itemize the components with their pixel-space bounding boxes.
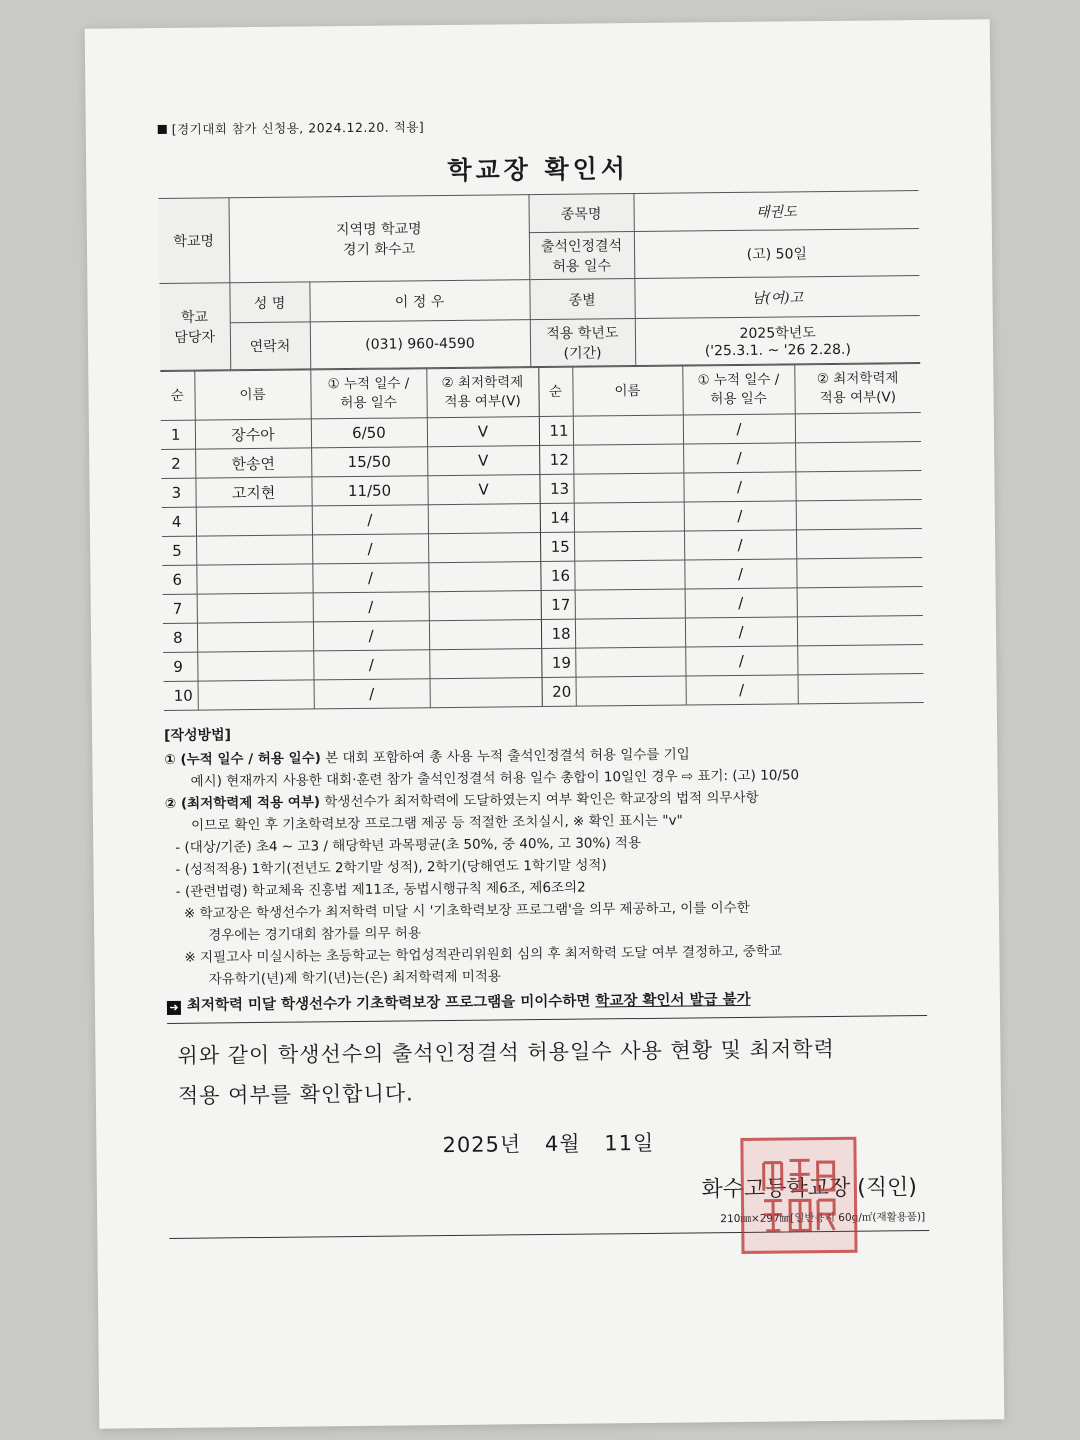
document-content: [158, 112, 930, 1239]
row-days: /: [313, 592, 429, 622]
school-info-table: [158, 190, 920, 371]
row-check-2: [797, 674, 923, 704]
square-bullet-icon: [158, 125, 167, 134]
seal-label: (직인): [857, 1175, 918, 1201]
row-check-2: [797, 587, 923, 617]
manager-label-2: 담당자: [174, 329, 216, 346]
year-value-1: 2025학년도: [739, 325, 816, 342]
row-days: 6/50: [311, 418, 427, 448]
row-days-2: /: [684, 530, 796, 560]
row-name-2: [574, 531, 684, 561]
row-check: [428, 504, 540, 534]
row-name: 한송연: [195, 448, 311, 478]
row-name: [197, 593, 313, 623]
row-name: [197, 622, 313, 652]
row-no-2: 20: [542, 677, 576, 706]
row-no-2: 14: [540, 503, 574, 532]
manager-name-value: 이 정 우: [309, 280, 529, 322]
signer-name: 화수고등학교장: [701, 1175, 851, 1203]
row-name-2: [574, 560, 684, 590]
form-tag: [158, 112, 918, 138]
header-min-b-2: 적용 여부(V): [819, 389, 897, 407]
row-name-2: [574, 502, 684, 532]
year-value: [635, 316, 920, 366]
row-days: /: [313, 621, 429, 651]
row-name-2: [573, 473, 683, 503]
row-check: V: [427, 417, 539, 447]
row-days-2: /: [685, 588, 797, 618]
row-name-2: [576, 676, 686, 706]
row-no-2: 11: [539, 416, 573, 445]
school-value-line2: 경기 화수고: [342, 241, 416, 259]
row-name: 장수아: [195, 419, 311, 449]
instructions-section: [164, 717, 927, 1024]
header-no-2: 순: [538, 367, 573, 416]
confirmation-line-2: 적용 여부를 확인합니다.: [177, 1081, 414, 1108]
manager-contact-label: 연락처: [230, 322, 310, 370]
allowed-days-label: [529, 232, 634, 280]
form-tag-text: [경기대회 참가 신청용, 2024.12.20. 적용]: [171, 119, 425, 137]
header-min-2: 적용 여부(V): [444, 393, 521, 411]
row-check-2: [796, 529, 922, 559]
header-min-b: [794, 364, 921, 414]
row-no: 1: [161, 420, 195, 449]
header-days-1: ① 누적 일수 /: [327, 375, 410, 393]
instruction-note-2-line2: 자유학기(년)제 학기(년)는(은) 최저학력제 미적용: [208, 968, 501, 988]
row-days: /: [312, 505, 428, 535]
row-name: [196, 506, 312, 536]
allowed-days-value: (고) 50일: [634, 229, 919, 279]
row-days: /: [312, 534, 428, 564]
instructions-heading: [작성방법]: [164, 727, 232, 744]
confirmation-line-1: 위와 같이 학생선수의 출석인정결석 허용일수 사용 현황 및 최저학력: [177, 1036, 835, 1068]
instruction-item-2-text: 학생선수가 최저학력에 도달하였는지 여부 확인은 학교장의 법적 의무사항: [319, 789, 759, 811]
date-year: 2025년: [442, 1132, 522, 1158]
row-no-2: 16: [540, 561, 574, 590]
row-check: [428, 562, 540, 592]
row-no: 9: [163, 652, 197, 681]
manager-name-label: 성 명: [229, 282, 309, 323]
year-label: [530, 319, 635, 367]
row-days-2: /: [684, 501, 796, 531]
instruction-note-2-line1: ※ 지필고사 미실시하는 초등학교는 학업성적관리위원회 심의 후 최저학력 도달 여부 결정하고, 중학교: [184, 943, 782, 966]
header-days-b: [682, 365, 795, 415]
allowed-days-label-2: 허용 일수: [552, 258, 612, 275]
year-label-1: 적용 학년도: [546, 325, 619, 342]
instruction-item-1-example: 예시) 현재까지 사용한 대회·훈련 참가 출석인정결석 허용 일수 총합이 10일인 경우 ⇨ 표기: (고) 10/50: [190, 767, 800, 790]
row-no: 6: [162, 565, 196, 594]
confirmation-statement: [167, 1028, 928, 1116]
allowed-days-label-1: 출석인정결석: [540, 238, 623, 256]
instruction-note-1-line1: ※ 학교장은 학생선수가 최저학력 미달 시 '기초학력보장 프로그램'을 의무 제공하고, 이를 이수한: [183, 899, 750, 922]
row-days-2: /: [686, 675, 798, 705]
instruction-item-1-text: 본 대회 포함하여 총 사용 누적 출석인정결석 허용 일수를 기입: [320, 746, 690, 767]
manager-label-1: 학교: [180, 309, 209, 326]
row-no-2: 18: [541, 619, 575, 648]
final-notice: [167, 987, 927, 1024]
header-days: [310, 369, 427, 419]
official-seal-stamp: [740, 1137, 857, 1254]
header-days-b-2: 허용 일수: [710, 390, 767, 408]
row-check-2: [797, 616, 923, 646]
row-check: [429, 591, 541, 621]
row-no: 2: [161, 449, 195, 478]
year-label-2: (기간): [563, 345, 602, 362]
row-name: [196, 564, 312, 594]
instruction-bullet-2: - (성적적용) 1학기(전년도 2학기말 성적), 2학기(당해연도 1학기말 성적): [175, 857, 607, 878]
school-value-line1: 지역명 학교명: [335, 221, 422, 239]
row-name: [196, 535, 312, 565]
header-days-b-1: ① 누적 일수 /: [697, 371, 780, 389]
row-days-2: /: [685, 617, 797, 647]
sport-label: 종목명: [528, 194, 633, 233]
header-min-1: ② 최저학력제: [441, 374, 524, 392]
header-name-2: 이름: [572, 366, 683, 416]
date-month: 4월: [544, 1131, 581, 1157]
final-notice-underlined: 학교장 확인서 발급 불가: [595, 991, 751, 1010]
instruction-item-2-bold: ② (최저학력제 적용 여부): [164, 794, 321, 812]
header-min-b-1: ② 최저학력제: [816, 370, 899, 388]
row-check-2: [795, 442, 921, 472]
row-check-2: [796, 558, 922, 588]
student-roster-table: [160, 363, 924, 711]
header-name: 이름: [194, 370, 311, 420]
signer-block: [169, 1170, 929, 1209]
row-days: 15/50: [311, 447, 427, 477]
row-no-2: 13: [539, 474, 573, 503]
instruction-item-1-bold: ① (누적 일수 / 허용 일수): [164, 750, 321, 768]
row-name-2: [573, 444, 683, 474]
row-days-2: /: [683, 472, 795, 502]
row-check: [429, 620, 541, 650]
row-days-2: /: [683, 443, 795, 473]
row-days-2: /: [685, 646, 797, 676]
school-label: 학교명: [158, 198, 229, 284]
row-days-2: /: [684, 559, 796, 589]
row-name-2: [575, 618, 685, 648]
row-no: 4: [162, 507, 196, 536]
row-check-2: [795, 413, 921, 443]
row-check-2: [795, 471, 921, 501]
row-no: 8: [163, 623, 197, 652]
row-no: 7: [163, 594, 197, 623]
row-days: /: [313, 650, 429, 680]
row-check: [429, 649, 541, 679]
paper-spec: 210㎜×297㎜[일반용지 60g/㎡(재활용품)]: [169, 1209, 929, 1239]
header-no: 순: [160, 371, 195, 420]
document-paper: [85, 19, 1005, 1428]
row-no-2: 12: [539, 445, 573, 474]
row-name-2: [575, 647, 685, 677]
gender-value: 남(여)고: [634, 276, 919, 319]
row-no-2: 17: [541, 590, 575, 619]
instruction-bullet-1: - (대상/기준) 초4 ~ 고3 / 해당학년 과목평균(초 50%, 중 40%, 고 30%) 적용: [175, 834, 642, 856]
document-title: 학교장 확인서: [447, 154, 630, 185]
gender-label: 종별: [529, 279, 634, 320]
row-days: /: [314, 679, 430, 709]
row-name: [197, 651, 313, 681]
row-check-2: [797, 645, 923, 675]
row-no-2: 19: [541, 648, 575, 677]
seal-glyph-icon: [758, 1154, 841, 1237]
row-check-2: [796, 500, 922, 530]
row-name: 고지현: [195, 477, 311, 507]
row-days: /: [312, 563, 428, 593]
header-days-2: 허용 일수: [340, 394, 397, 412]
school-value: [228, 195, 529, 283]
manager-contact-value: (031) 960-4590: [310, 320, 530, 369]
instruction-note-1-line2: 경우에는 경기대회 참가를 의무 허용: [208, 925, 422, 944]
row-days-2: /: [683, 414, 795, 444]
row-days: 11/50: [311, 476, 427, 506]
row-no: 5: [162, 536, 196, 565]
header-min: [426, 368, 539, 418]
row-name: [198, 680, 314, 710]
row-no-2: 15: [540, 532, 574, 561]
row-check: V: [427, 446, 539, 476]
sport-value: 태권도: [633, 191, 918, 232]
row-check: [428, 533, 540, 563]
date-day: 11일: [604, 1130, 655, 1156]
manager-label: [159, 283, 230, 371]
final-notice-text: 최저학력 미달 학생선수가 기초학력보장 프로그램을 미이수하면: [186, 993, 596, 1014]
year-value-2: ('25.3.1. ~ '26 2.28.): [704, 341, 851, 360]
row-no: 3: [161, 478, 195, 507]
arrow-box-icon: ➜: [167, 1001, 181, 1015]
row-name-2: [573, 415, 683, 445]
row-check: [430, 678, 542, 708]
instruction-item-2-cont: 이므로 확인 후 기초학력보장 프로그램 제공 등 적절한 조치실시, ※ 확인 표시는 "v": [190, 812, 683, 834]
instruction-bullet-3: - (관련법령) 학교체육 진흥법 제11조, 동법시행규칙 제6조, 제6조의2: [175, 879, 586, 900]
row-check: V: [427, 475, 539, 505]
row-no: 10: [164, 681, 198, 710]
row-name-2: [575, 589, 685, 619]
